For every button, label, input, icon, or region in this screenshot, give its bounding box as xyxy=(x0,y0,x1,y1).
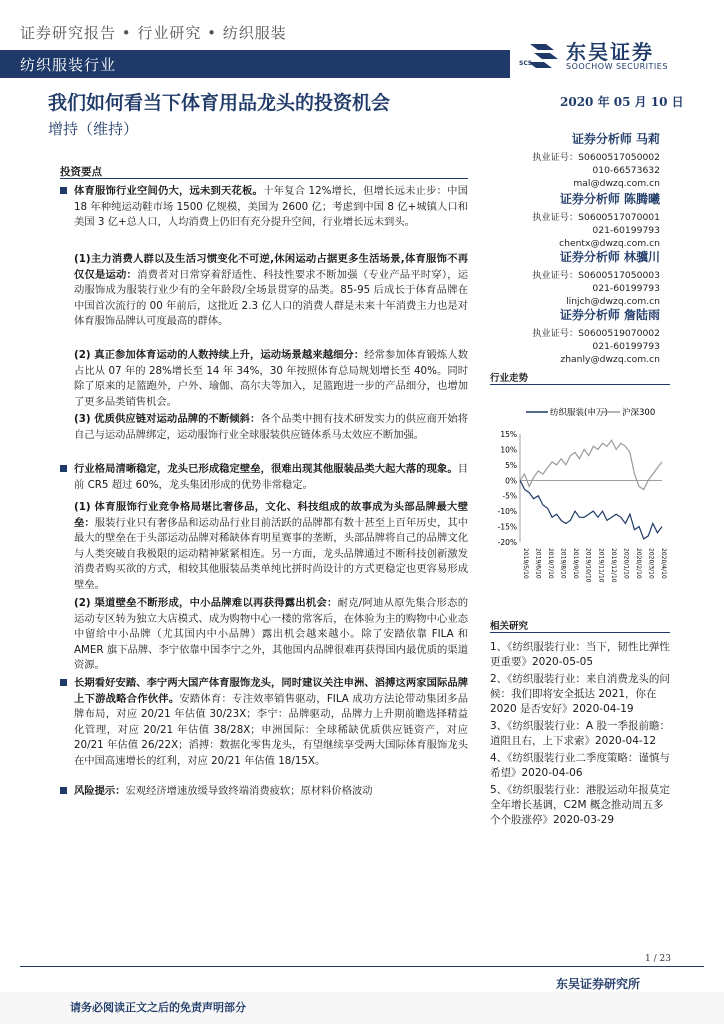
para-5-bold: 行业格局清晰稳定，龙头已形成稳定壁垒，很难出现其他服装品类大起大落的现象。 xyxy=(74,463,458,475)
para-4-bold: (3) 优质供应链对运动品牌的不断倾斜： xyxy=(74,413,261,425)
related-heading: 相关研究 xyxy=(490,621,529,632)
trend-divider xyxy=(490,384,670,385)
series-line-1 xyxy=(520,440,662,489)
para-2 xyxy=(74,252,468,330)
x-tick-label: 2019/10/10 xyxy=(584,548,592,583)
analyst-phone: 021-60199793 xyxy=(592,283,660,294)
bullet-icon xyxy=(60,679,67,686)
para-1-bold: 体育服饰行业空间仍大，远未到天花板。 xyxy=(74,185,264,197)
x-tick-label: 2020/3/10 xyxy=(647,548,655,579)
industry-label: 纺织服装行业 xyxy=(20,56,117,74)
analyst-block-3 xyxy=(528,248,660,308)
legend-label-1: 沪深300 xyxy=(622,408,656,418)
x-tick-label: 2019/9/10 xyxy=(572,548,580,579)
para-3-text: 经常参加体育锻炼人数占比从 07 年的 28%增长至 14 年 34%，30 年按照体育总局规划增长至 40%。同时除了原来的足篮跑外，户外、瑜伽、高尔夫等加入，足篮跑进一步的产品细分，也增加了更多品类销售机会。 xyxy=(74,349,468,408)
x-tick-label: 2019/7/10 xyxy=(547,548,555,579)
para-1-text: 十年复合 12%增长，但增长远未止步：中国 18 年种纯运动鞋市场 1500 亿规模，美国为 2600 亿；考虑到中国 8 亿+城镇人口和美国 3 亿+总人口，人均消费上仍旧有充分提升空间，行业增长远未到头。 xyxy=(74,185,468,228)
related-list xyxy=(490,640,670,828)
footer-divider xyxy=(20,966,704,967)
bullet-icon xyxy=(60,465,67,472)
series-line-0 xyxy=(520,480,662,539)
analyst-name: 证券分析师 林骥川 xyxy=(559,250,660,264)
y-tick-label: -15% xyxy=(497,522,517,532)
logo-en-text: SOOCHOW SECURITIES xyxy=(566,62,668,71)
para-8 xyxy=(60,676,468,769)
analyst-phone: 010-66573632 xyxy=(592,165,660,176)
y-tick-label: -20% xyxy=(497,538,517,547)
x-tick-label: 2019/12/10 xyxy=(609,548,617,583)
logo-cn-text: 东吴证券 xyxy=(566,40,654,64)
para-2-bold: (1)主力消费人群以及生活习惯变化不可逆,休闲运动占据更多生活场景,体育服饰不再仅仅是运动： xyxy=(74,253,468,281)
analyst-block-4 xyxy=(528,306,660,366)
x-tick-label: 2020/1/10 xyxy=(622,548,630,579)
trend-heading: 行业走势 xyxy=(490,373,529,384)
chart-legend xyxy=(526,407,655,418)
logo-abbr: SCS xyxy=(519,60,533,67)
analyst-phone: 021-60199793 xyxy=(592,225,660,236)
bullet-icon xyxy=(60,787,67,794)
para-5-text: 目前 CR5 超过 60%，龙头集团形成的优势非常稳定。 xyxy=(74,463,468,491)
para-9-bold: 风险提示： xyxy=(74,785,126,797)
analyst-cert: 执业证号：S0600519070002 xyxy=(532,328,660,339)
para-9 xyxy=(60,784,468,800)
brand-logo xyxy=(524,36,684,76)
para-7-bold: (2) 渠道壁垒不断形成，中小品牌难以再获得露出机会： xyxy=(74,597,338,609)
para-6-bold: (1) 体育服饰行业竞争格局堪比奢侈品，文化、科技组成的故事成为头部品牌最大壁垒： xyxy=(74,501,468,529)
analyst-cert: 执业证号：S0600517070001 xyxy=(532,212,660,223)
report-title: 我们如何看当下体育用品龙头的投资机会 xyxy=(48,92,391,114)
analyst-email[interactable]: mal@dwzq.com.cn xyxy=(573,178,660,189)
analyst-phone: 021-60199793 xyxy=(592,341,660,352)
x-tick-label: 2019/8/10 xyxy=(559,548,567,579)
y-tick-label: 15% xyxy=(500,430,517,439)
para-5 xyxy=(60,462,468,493)
para-8-bold: 长期看好安踏、李宁两大国产体育服饰龙头，同时建议关注申洲、滔搏这两家国际品牌上下游战略合作伙伴。 xyxy=(74,677,468,705)
logo-mark-icon xyxy=(524,36,562,74)
page-number: 1 / 23 xyxy=(645,954,671,964)
related-item[interactable]: 3、《纺织服装行业：A 股一季报前瞻：道阻且右，上下求索》2020-04-12 xyxy=(490,720,670,747)
para-7 xyxy=(74,596,468,674)
industry-bar xyxy=(0,50,510,78)
para-9-text: 宏观经济增速放缓导致终端消费疲软；原材料价格波动 xyxy=(125,785,373,797)
para-3 xyxy=(74,348,468,410)
related-divider xyxy=(490,632,670,633)
para-8-text: 安踏体育：专注效率销售驱动，FILA 成功方法论带动集团多品牌布局，对应 20/21 年估值 30/23X；李宁：品牌驱动，品牌力上升期前瞻选择精益化管理，对应 20/21 年估值 38/28X；申洲国际：全球稀缺优质供应链资产，对应 20/21 年估值 26/22X；滔搏：数据化零售龙头，有望继续享受两大国际体育服饰龙头在中国高速增长的红利，对应 20/21 年估值 18/15X。 xyxy=(74,692,469,767)
x-tick-label: 2020/2/10 xyxy=(634,548,642,579)
para-4 xyxy=(74,412,468,443)
summary-divider xyxy=(60,178,468,179)
para-3-bold: (2) 真正参加体育运动的人数持续上升，运动场景越来越细分： xyxy=(74,349,365,361)
analyst-block-2 xyxy=(528,190,660,250)
analyst-email[interactable]: zhanly@dwzq.com.cn xyxy=(560,354,660,365)
x-tick-label: 2019/5/10 xyxy=(522,548,529,579)
report-rating: 增持（维持） xyxy=(48,120,139,138)
y-tick-label: -5% xyxy=(502,491,517,501)
analyst-name: 证券分析师 詹陆雨 xyxy=(559,308,660,322)
analyst-name: 证券分析师 陈腾曦 xyxy=(559,192,660,206)
para-1 xyxy=(60,184,468,231)
y-tick-label: 0% xyxy=(505,476,517,486)
analyst-email[interactable]: linjch@dwzq.com.cn xyxy=(566,296,660,307)
y-tick-label: 10% xyxy=(500,445,517,455)
para-6-text: 服装行业只有奢侈品和运动品行业目前活跃的品牌都有数十甚至上百年历史，其中最大的壁垒在于头部运动品牌对稀缺体育明星赛事的垄断，头部品牌将自己的品牌文化与人类突破自我极限的运动精神紧紧相连。另一方面，龙头品牌通过不断科技创新激发消费者购买欲的方式，相较其他服装品类单纯比拼时尚设计的方式更稳定也更容易形成壁垒。 xyxy=(74,516,469,591)
analyst-block-1 xyxy=(528,130,660,190)
para-7-text: 耐克/阿迪从原先集合形态的运动专区转为独立大店模式、成为购物中心一楼的常客后，在体验为主的购物中心业态中留给中小品牌（尤其国内中小品牌）露出机会越来越小。除了安踏依靠 FILA 和 AMER 旗下品牌、李宁依靠中国李宁之外，其他国内品牌很难再获得国内最优质的渠道资源。 xyxy=(74,597,468,671)
footer-org: 东吴证券研究所 xyxy=(556,977,641,991)
x-tick-label: 2020/4/10 xyxy=(660,548,667,579)
related-item[interactable]: 1、《纺织服装行业：当下，韧性比弹性更重要》2020-05-05 xyxy=(490,641,670,668)
related-item[interactable]: 2、《纺织服装行业：来自消费龙头的问候：我们即将安全抵达 2021，你在 2020 是否安好》2020-04-19 xyxy=(490,673,670,715)
bullet-icon xyxy=(60,187,67,194)
analyst-email[interactable]: chentx@dwzq.com.cn xyxy=(559,238,660,249)
related-item[interactable]: 4、《纺织服装行业二季度策略：谨慎与希望》2020-04-06 xyxy=(490,752,670,779)
trend-chart xyxy=(486,398,672,604)
x-tick-label: 2019/6/10 xyxy=(534,548,542,579)
legend-label-0: 纺织服装(申万) xyxy=(550,408,608,418)
y-tick-label: 5% xyxy=(505,460,517,470)
report-date: 2020 年 05 月 10 日 xyxy=(560,95,684,109)
related-item[interactable]: 5、《纺织服装行业：港股运动年报莫定全年增长基调，C2M 概念推动周五多个个股涨停》2020-03-29 xyxy=(490,784,670,826)
breadcrumb: 证券研究报告 • 行业研究 • 纺织服装 xyxy=(20,24,287,42)
summary-heading: 投资要点 xyxy=(60,166,102,178)
para-4-text: 各个品类中拥有技术研发实力的供应商开始将自己与运动品牌绑定，运动服饰行业全球服装供应链体系马太效应不断加强。 xyxy=(74,413,469,441)
analyst-name: 证券分析师 马莉 xyxy=(571,132,660,146)
x-tick-label: 2019/11/10 xyxy=(597,548,605,583)
footer-disclaimer[interactable]: 请务必阅读正文之后的免责声明部分 xyxy=(70,1001,246,1014)
analyst-cert: 执业证号：S0600517050003 xyxy=(532,270,660,281)
para-6 xyxy=(74,500,468,593)
para-2-text: 消费者对日常穿着舒适性、科技性要求不断加强（专业产品平时穿），运动服饰成为服装行业少有的全年龄段/全场景贯穿的品类。85-95 后成长于体育品牌在中国首次流行的 00 年前后，这批近 2.3 亿人口的消费人群是未来十年消费主力也是对体育服饰品牌认可度最高的群体。 xyxy=(74,268,468,327)
y-tick-label: -10% xyxy=(497,507,517,517)
analyst-cert: 执业证号：S0600517050002 xyxy=(532,152,660,163)
